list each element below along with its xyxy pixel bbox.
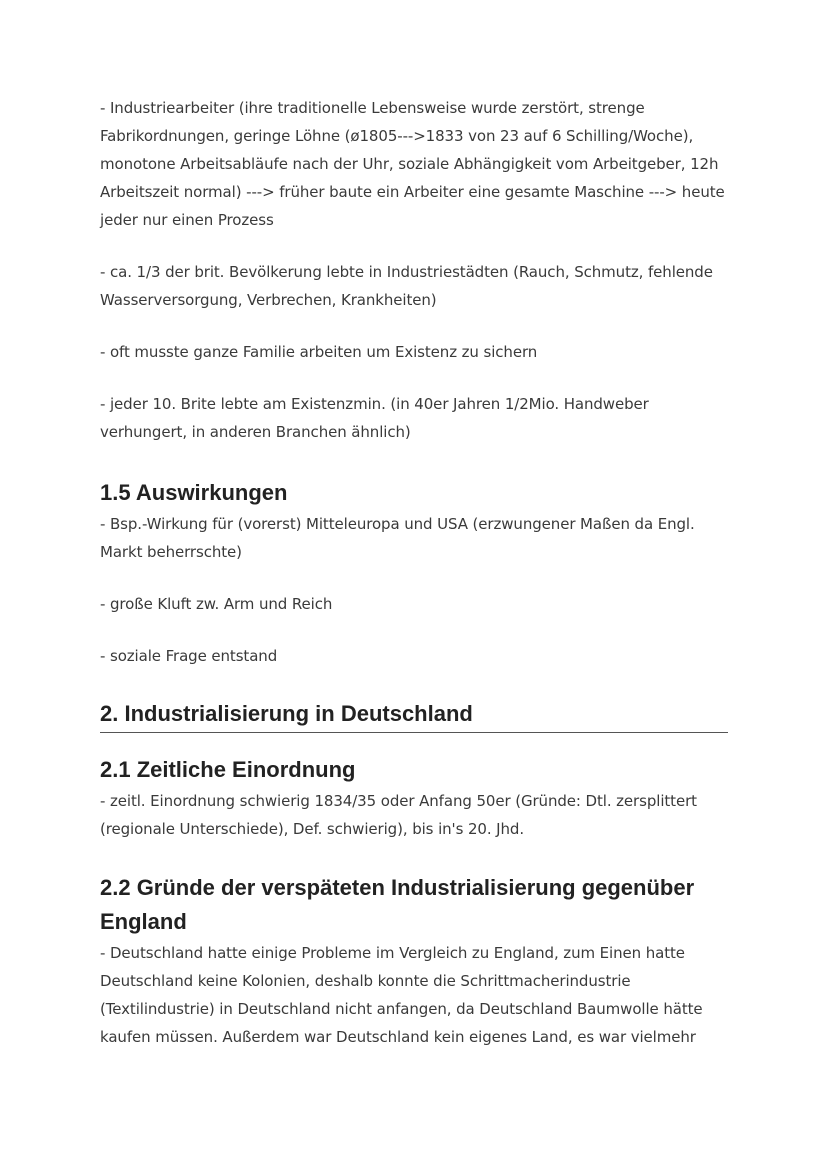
paragraph-bsp-wirkung: - Bsp.-Wirkung für (vorerst) Mitteleuropa und USA (erzwungener Maßen da Engl. Markt beherrschte) [100,515,695,561]
paragraph-existenzminimum: - jeder 10. Brite lebte am Existenzmin. (in 40er Jahren 1/2Mio. Handweber verhungert, in anderen Branchen ähnlich) [100,395,649,441]
document-page [100,94,728,1051]
heading-industrialisierung-deutschland: 2. Industrialisierung in Deutschland [100,698,728,733]
heading-zeitliche-einordnung: 2.1 Zeitliche Einordnung [100,757,356,782]
heading-gruende-verspaetung: 2.2 Gründe der verspäteten Industrialisierung gegenüber England [100,875,695,934]
paragraph-industriestaedte: - ca. 1/3 der brit. Bevölkerung lebte in Industriestädten (Rauch, Schmutz, fehlende Wasserversorgung, Verbrechen, Krankheiten) [100,263,713,309]
paragraph-industriearbeiter: - Industriearbeiter (ihre traditionelle Lebensweise wurde zerstört, strenge Fabrikordnungen, geringe Löhne (ø1805--->1833 von 23 auf 6 Schilling/Woche), monotone Arbeitsabläufe nach der Uhr, soziale Abhängigkeit vom Arbeitgeber, 12h Arbeitszeit normal) ---> früher baute ein Arbeiter eine gesamte Maschine ---> heute jeder nur einen Prozess [100,99,725,229]
paragraph-familie: - oft musste ganze Familie arbeiten um Existenz zu sichern [100,343,538,361]
paragraph-zeitliche-einordnung: - zeitl. Einordnung schwierig 1834/35 oder Anfang 50er (Gründe: Dtl. zersplittert (regionale Unterschiede), Def. schwierig), bis in's 20. Jhd. [100,792,697,838]
heading-auswirkungen: 1.5 Auswirkungen [100,480,288,505]
paragraph-gruende: - Deutschland hatte einige Probleme im Vergleich zu England, zum Einen hatte Deutschland keine Kolonien, deshalb konnte die Schrittmacherindustrie (Textilindustrie) in Deutschland nicht anfangen, da Deutschland Baumwolle hätte kaufen müssen. Außerdem war Deutschland kein eigenes Land, es war vielmehr [100,944,703,1046]
paragraph-soziale-frage: - soziale Frage entstand [100,647,278,665]
paragraph-kluft: - große Kluft zw. Arm und Reich [100,595,333,613]
